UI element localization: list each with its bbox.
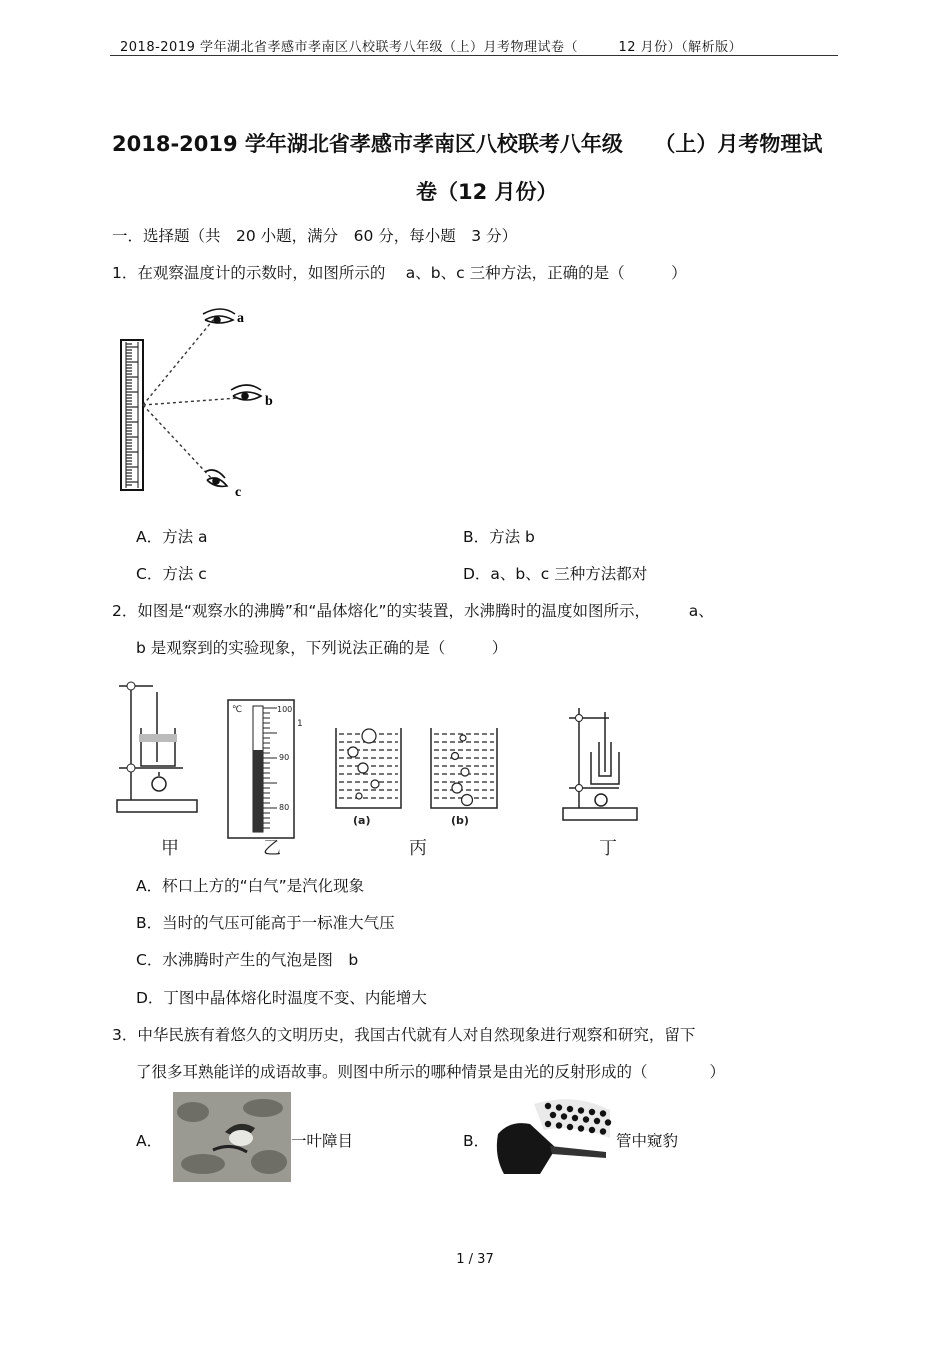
eye-label-a: a bbox=[237, 311, 244, 326]
bubbles-small bbox=[452, 735, 473, 806]
question-1-stem: 1．在观察温度计的示数时，如图所示的 a、b、c 三种方法，正确的是（ ） bbox=[112, 264, 687, 282]
page-header: 2018-2019 学年湖北省孝感市孝南区八校联考八年级（上）月考物理试卷（ 12 月份）（解析版） bbox=[120, 40, 743, 55]
question-3-option-b-caption: 管中窥豹 bbox=[616, 1132, 679, 1150]
figure-label-jia: 甲 bbox=[161, 838, 179, 859]
question-3-stem-line-2: 了很多耳熟能详的成语故事。则图中所示的哪种情景是由光的反射形成的（ ） bbox=[136, 1063, 726, 1081]
svg-text:1: 1 bbox=[297, 719, 303, 729]
thermometer-scale bbox=[228, 700, 303, 838]
boiling-stand bbox=[117, 682, 197, 812]
boiling-melting-apparatus-figure bbox=[113, 672, 638, 860]
question-3-option-a-letter: A． bbox=[136, 1132, 163, 1150]
beaker-b bbox=[431, 728, 497, 827]
peeping-through-tube-illustration bbox=[494, 1094, 616, 1178]
question-2-option-c: C．水沸腾时产生的气泡是图 b bbox=[136, 951, 359, 969]
figure-label-bing: 丙 bbox=[409, 838, 427, 859]
question-3-option-b-letter: B． bbox=[463, 1132, 490, 1150]
svg-text:90: 90 bbox=[279, 753, 290, 762]
figure-label-yi: 乙 bbox=[263, 838, 281, 859]
header-rule bbox=[110, 55, 838, 56]
question-3-stem-line-1: 3．中华民族有着悠久的文明历史，我国古代就有人对自然现象进行观察和研究，留下 bbox=[112, 1026, 696, 1044]
question-1-option-d: D．a、b、c 三种方法都对 bbox=[463, 565, 648, 583]
leaf-blocking-eye-illustration bbox=[173, 1092, 291, 1182]
page-number: 1 / 37 bbox=[456, 1252, 494, 1267]
melting-stand bbox=[563, 708, 637, 820]
eye-icon bbox=[231, 385, 261, 400]
page-title-line-1: 2018-2019 学年湖北省孝感市孝南区八校联考八年级 （上）月考物理试 bbox=[112, 132, 823, 156]
svg-text:(a): (a) bbox=[353, 814, 371, 827]
svg-text:℃: ℃ bbox=[232, 705, 243, 715]
question-2-stem-line-2: b 是观察到的实验现象，下列说法正确的是（ ） bbox=[136, 639, 508, 657]
question-2-option-d: D．丁图中晶体熔化时温度不变、内能增大 bbox=[136, 989, 427, 1007]
eye-icon bbox=[205, 470, 227, 486]
question-1-option-c: C．方法 c bbox=[136, 565, 207, 583]
question-2-option-a: A．杯口上方的“白气”是汽化现象 bbox=[136, 877, 365, 895]
thermometer-viewing-figure bbox=[113, 300, 283, 505]
question-2-stem-line-1: 2．如图是“观察水的沸腾”和“晶体熔化”的实装置，水沸腾时的温度如图所示， a、 bbox=[112, 602, 714, 620]
svg-text:(b): (b) bbox=[451, 814, 469, 827]
question-1-option-a: A．方法 a bbox=[136, 528, 208, 546]
svg-text:100: 100 bbox=[277, 705, 293, 714]
eye-label-b: b bbox=[265, 394, 273, 409]
question-2-option-b: B．当时的气压可能高于一标准大气压 bbox=[136, 914, 395, 932]
figure-label-ding: 丁 bbox=[599, 838, 617, 859]
page-title-line-2: 卷（12 月份） bbox=[416, 180, 558, 204]
eye-icon bbox=[203, 309, 235, 323]
question-3-option-a-caption: 一叶障目 bbox=[291, 1132, 354, 1150]
beaker-a bbox=[336, 728, 401, 827]
bubbles-large bbox=[348, 729, 379, 799]
eye-label-c: c bbox=[235, 485, 242, 500]
question-1-option-b: B．方法 b bbox=[463, 528, 535, 546]
section-heading: 一．选择题（共 20 小题，满分 60 分，每小题 3 分） bbox=[112, 227, 518, 245]
svg-text:80: 80 bbox=[279, 803, 290, 812]
